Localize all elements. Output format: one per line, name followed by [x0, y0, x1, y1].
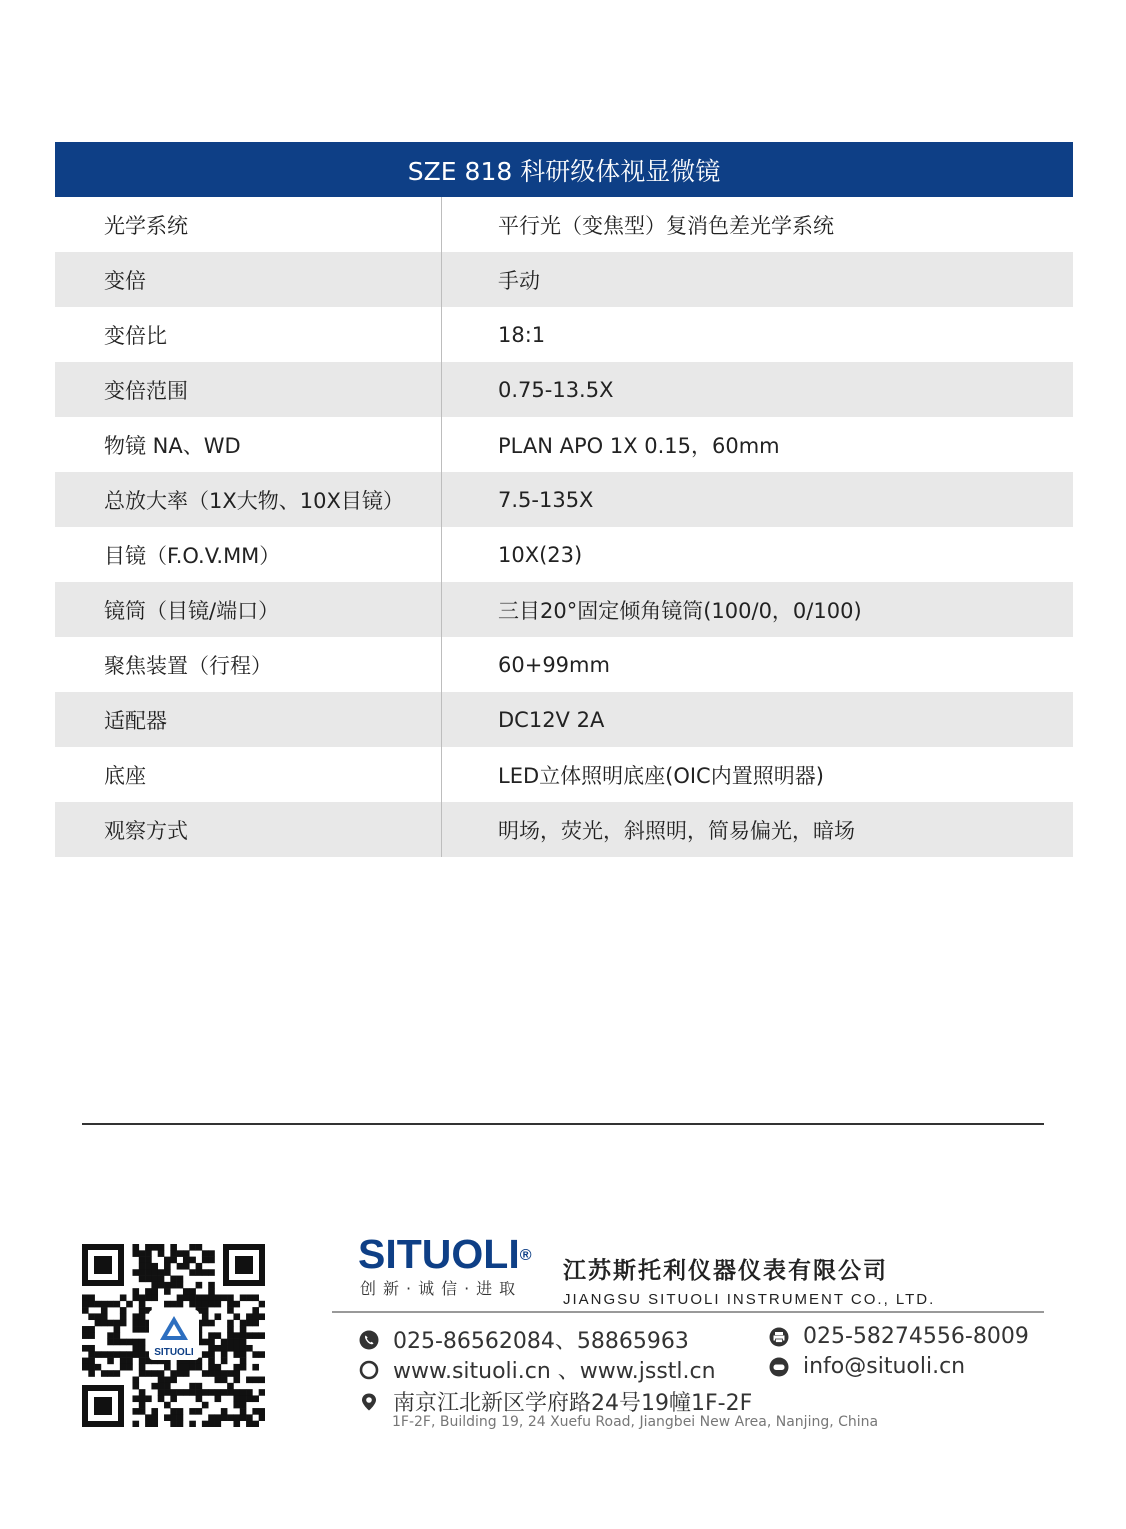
phone-text: 025-86562084、58865963 — [393, 1329, 689, 1354]
spec-row — [55, 692, 1073, 747]
spec-row — [55, 197, 1073, 252]
section-divider — [82, 1123, 1044, 1125]
spec-row — [55, 582, 1073, 637]
phone-icon — [359, 1330, 379, 1350]
spec-value: LED立体照明底座(OIC内置照明器) — [498, 763, 824, 788]
spec-value: 手动 — [498, 268, 540, 293]
spec-table-title: SZE 818 科研级体视显微镜 — [55, 142, 1073, 197]
spec-key: 目镜（F.O.V.MM） — [55, 527, 442, 582]
spec-row — [55, 472, 1073, 527]
company-name-en: JIANGSU SITUOLI INSTRUMENT CO., LTD. — [563, 1291, 936, 1308]
fax-text: 025-58274556-8009 — [803, 1324, 1029, 1349]
brand-name: SITUOLI — [358, 1231, 520, 1277]
spec-row — [55, 747, 1073, 802]
company-name — [563, 1252, 935, 1308]
spec-row — [55, 527, 1073, 582]
email-text: info@situoli.cn — [803, 1354, 966, 1379]
web-icon — [359, 1360, 379, 1380]
spec-value: 18:1 — [498, 322, 546, 347]
fax-icon — [769, 1327, 789, 1347]
qr-logo-text: SITUOLI — [154, 1347, 194, 1358]
contact-email — [769, 1354, 965, 1379]
brand-logo — [358, 1230, 532, 1299]
spec-key: 聚焦装置（行程） — [55, 637, 442, 692]
spec-row — [55, 417, 1073, 472]
spec-value: 10X(23) — [498, 542, 583, 567]
spec-value: 三目20°固定倾角镜筒(100/0，0/100) — [498, 598, 862, 623]
contact-fax — [769, 1324, 1029, 1349]
address-en: 1F-2F, Building 19, 24 Xuefu Road, Jiangbei New Area, Nanjing, China — [392, 1414, 879, 1430]
spec-rows — [55, 197, 1073, 857]
spec-key: 总放大率（1X大物、10X目镜） — [55, 472, 442, 527]
spec-key: 物镜 NA、WD — [55, 417, 442, 472]
spec-value: 0.75-13.5X — [498, 377, 614, 402]
qr-code-icon — [82, 1244, 265, 1427]
spec-key: 光学系统 — [55, 197, 442, 252]
spec-value: DC12V 2A — [498, 707, 605, 732]
spec-key: 变倍 — [55, 252, 442, 307]
footer-divider — [332, 1311, 1044, 1313]
address-cn: 南京江北新区学府路24号19幢1F-2F — [393, 1391, 753, 1416]
spec-value: 平行光（变焦型）复消色差光学系统 — [498, 213, 834, 238]
spec-row — [55, 252, 1073, 307]
spec-key: 观察方式 — [55, 802, 442, 857]
spec-table — [55, 142, 1073, 857]
contact-phone — [359, 1324, 689, 1355]
spec-key: 适配器 — [55, 692, 442, 747]
spec-value: 7.5-135X — [498, 487, 594, 512]
email-icon — [769, 1357, 789, 1377]
spec-key: 变倍范围 — [55, 362, 442, 417]
web-text: www.situoli.cn 、www.jsstl.cn — [393, 1359, 716, 1384]
spec-row — [55, 307, 1073, 362]
brand-slogan: 创新·诚信·进取 — [360, 1279, 523, 1298]
spec-key: 底座 — [55, 747, 442, 802]
spec-row — [55, 802, 1073, 857]
spec-value: PLAN APO 1X 0.15，60mm — [498, 433, 780, 458]
spec-row — [55, 362, 1073, 417]
spec-key: 变倍比 — [55, 307, 442, 362]
location-icon — [359, 1392, 379, 1412]
spec-value: 60+99mm — [498, 652, 610, 677]
contact-address — [359, 1386, 752, 1417]
company-name-cn: 江苏斯托利仪器仪表有限公司 — [563, 1258, 888, 1284]
spec-key: 镜筒（目镜/端口） — [55, 582, 442, 637]
spec-value: 明场，荧光，斜照明，简易偏光，暗场 — [498, 818, 855, 843]
contact-web — [359, 1354, 716, 1385]
registered-mark: ® — [519, 1247, 532, 1264]
spec-row — [55, 637, 1073, 692]
